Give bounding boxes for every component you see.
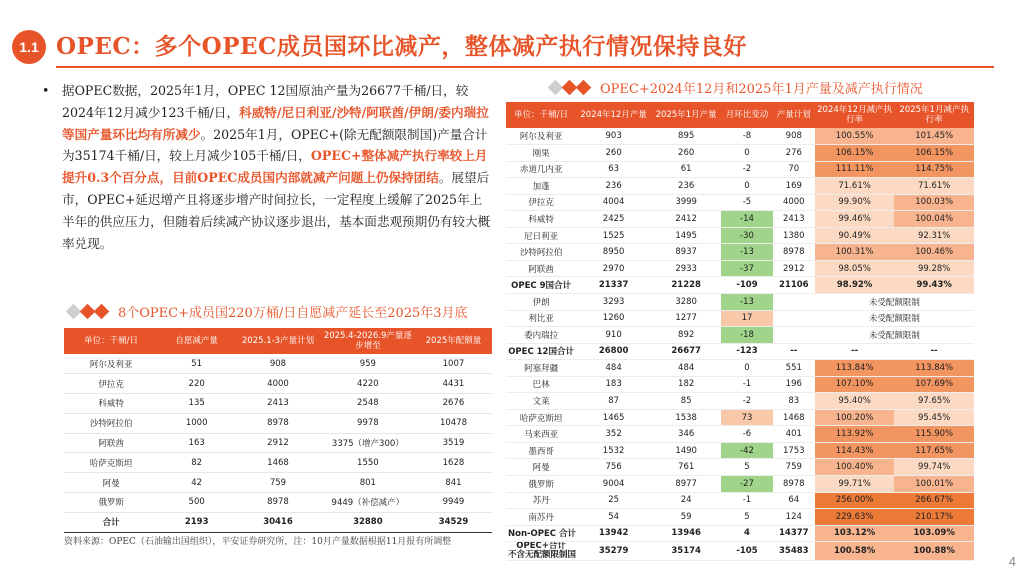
table-cell: 54 bbox=[576, 509, 651, 526]
table-cell: 100.55% bbox=[815, 128, 895, 145]
production-compliance-table bbox=[506, 102, 974, 561]
table-cell: 35174 bbox=[651, 542, 721, 561]
table-cell: 3375（增产300） bbox=[321, 433, 415, 453]
table-cell: 169 bbox=[773, 178, 815, 195]
table-cell: 1490 bbox=[651, 442, 721, 459]
table-cell: 26677 bbox=[651, 343, 721, 360]
left-table-heading bbox=[68, 302, 468, 321]
table-cell: -18 bbox=[721, 327, 772, 344]
table-row bbox=[64, 453, 492, 473]
table-cell: 196 bbox=[773, 376, 815, 393]
bullet-marker: • bbox=[42, 83, 50, 98]
table-cell: 908 bbox=[773, 128, 815, 145]
table-cell: 903 bbox=[576, 128, 651, 145]
table-cell: 99.71% bbox=[815, 475, 895, 492]
table-cell: 761 bbox=[651, 459, 721, 476]
column-header: 产量计划 bbox=[773, 102, 815, 128]
table-cell: 35483 bbox=[773, 542, 815, 561]
row-label-cell: 尼日利亚 bbox=[506, 227, 576, 244]
table-cell: 4004 bbox=[576, 194, 651, 211]
row-label-cell: 南苏丹 bbox=[506, 509, 576, 526]
table-cell: 910 bbox=[576, 327, 651, 344]
row-label-cell: 加蓬 bbox=[506, 178, 576, 195]
table-cell: 70 bbox=[773, 161, 815, 178]
table-cell: 551 bbox=[773, 360, 815, 377]
table-cell: 106.15% bbox=[815, 145, 895, 162]
table-cell: 841 bbox=[415, 473, 492, 493]
column-header: 2025年1月产量 bbox=[651, 102, 721, 128]
column-header: 单位：千桶/日 bbox=[506, 102, 576, 128]
table-cell: -- bbox=[815, 343, 895, 360]
table-cell: 4000 bbox=[235, 374, 321, 394]
row-label-cell: 伊拉克 bbox=[64, 374, 158, 394]
table-cell: 83 bbox=[773, 393, 815, 410]
table-cell: 107.10% bbox=[815, 376, 895, 393]
table-cell: -6 bbox=[721, 426, 772, 443]
row-label-line: OPEC+合计 bbox=[516, 541, 566, 552]
table-cell: 32880 bbox=[321, 512, 415, 532]
table-cell: 1468 bbox=[235, 453, 321, 473]
table-row bbox=[506, 542, 974, 561]
table-cell: -37 bbox=[721, 260, 772, 277]
column-header: 2025.1-3产量计划 bbox=[235, 328, 321, 354]
table-row bbox=[64, 413, 492, 433]
table-cell: 30416 bbox=[235, 512, 321, 532]
table-cell: 4220 bbox=[321, 374, 415, 394]
row-label-cell: 苏丹 bbox=[506, 492, 576, 509]
table-cell: 95.40% bbox=[815, 393, 895, 410]
table-cell: 100.88% bbox=[894, 542, 974, 561]
table-cell: 210.17% bbox=[894, 509, 974, 526]
voluntary-cuts-table bbox=[64, 328, 492, 533]
table-cell: -109 bbox=[721, 277, 772, 294]
table-cell: 114.75% bbox=[894, 161, 974, 178]
table-cell bbox=[773, 310, 815, 327]
row-label-cell: 哈萨克斯坦 bbox=[64, 453, 158, 473]
row-label-cell: 阿曼 bbox=[506, 459, 576, 476]
table-cell: 4000 bbox=[773, 194, 815, 211]
table-cell: 21106 bbox=[773, 277, 815, 294]
table-cell: 756 bbox=[576, 459, 651, 476]
table-cell: 276 bbox=[773, 145, 815, 162]
table-cell: 260 bbox=[651, 145, 721, 162]
bullet-highlight-1: 科威特/尼日利亚/沙特/阿联酋/伊朗/委内瑞拉等国产量环比均有所减少 bbox=[62, 104, 489, 142]
table-cell: 4 bbox=[721, 525, 772, 542]
table-cell: 35279 bbox=[576, 542, 651, 561]
table-cell: 2193 bbox=[158, 512, 235, 532]
table-cell: 1380 bbox=[773, 227, 815, 244]
table-cell: 10478 bbox=[415, 413, 492, 433]
table-row bbox=[506, 128, 974, 145]
table-cell: 17 bbox=[721, 310, 772, 327]
table-cell: 71.61% bbox=[894, 178, 974, 195]
row-label-line: 不含无配额限制国 bbox=[508, 550, 577, 561]
table-cell: 8978 bbox=[235, 493, 321, 513]
section-number-badge: 1.1 bbox=[12, 30, 46, 64]
table-cell: 未受配额限制 bbox=[815, 310, 974, 327]
table-cell: 1007 bbox=[415, 354, 492, 374]
row-label-cell: 伊拉克 bbox=[506, 194, 576, 211]
table-cell: 21228 bbox=[651, 277, 721, 294]
table-row bbox=[506, 293, 974, 310]
table-row bbox=[506, 194, 974, 211]
table-cell: 82 bbox=[158, 453, 235, 473]
row-label-cell: OPEC 12国合计 bbox=[506, 343, 576, 360]
table-cell: 101.45% bbox=[894, 128, 974, 145]
table-cell: 100.03% bbox=[894, 194, 974, 211]
table-cell: -123 bbox=[721, 343, 772, 360]
table-cell: 1525 bbox=[576, 227, 651, 244]
table-cell: 1628 bbox=[415, 453, 492, 473]
table-cell: 95.45% bbox=[894, 409, 974, 426]
table-row bbox=[64, 433, 492, 453]
table-cell: 2970 bbox=[576, 260, 651, 277]
table-cell: 8978 bbox=[773, 475, 815, 492]
table-row bbox=[506, 310, 974, 327]
right-table-heading-text: OPEC+2024年12月和2025年1月产量及减产执行情况 bbox=[600, 82, 923, 97]
table-row bbox=[506, 327, 974, 344]
table-cell: 9449（补偿减产） bbox=[321, 493, 415, 513]
row-label-cell: 科威特 bbox=[64, 394, 158, 414]
table-cell: 135 bbox=[158, 394, 235, 414]
table-cell: 87 bbox=[576, 393, 651, 410]
row-label-cell: 俄罗斯 bbox=[506, 475, 576, 492]
table-cell: 2413 bbox=[773, 211, 815, 228]
table-cell: 99.46% bbox=[815, 211, 895, 228]
table-cell: 4431 bbox=[415, 374, 492, 394]
table-cell: 1260 bbox=[576, 310, 651, 327]
table-row bbox=[506, 360, 974, 377]
row-label-cell: 巴林 bbox=[506, 376, 576, 393]
table-cell: 85 bbox=[651, 393, 721, 410]
table-cell: 163 bbox=[158, 433, 235, 453]
table-row bbox=[506, 211, 974, 228]
table-cell: 98.05% bbox=[815, 260, 895, 277]
row-label-cell: 马来西亚 bbox=[506, 426, 576, 443]
table-cell: 100.01% bbox=[894, 475, 974, 492]
table-cell: 3280 bbox=[651, 293, 721, 310]
row-label-cell: 文莱 bbox=[506, 393, 576, 410]
table-cell: 100.40% bbox=[815, 459, 895, 476]
table-cell: 183 bbox=[576, 376, 651, 393]
table-cell: 99.28% bbox=[894, 260, 974, 277]
table-cell: -- bbox=[773, 343, 815, 360]
table-row bbox=[506, 442, 974, 459]
table-cell: 9978 bbox=[321, 413, 415, 433]
table-cell: 24 bbox=[651, 492, 721, 509]
table-cell: 114.43% bbox=[815, 442, 895, 459]
row-label-cell: 利比亚 bbox=[506, 310, 576, 327]
column-header: 2025年配额量 bbox=[415, 328, 492, 354]
table-cell: 236 bbox=[651, 178, 721, 195]
table-cell: 1550 bbox=[321, 453, 415, 473]
table-cell bbox=[773, 327, 815, 344]
table-row bbox=[506, 244, 974, 261]
table-cell: -13 bbox=[721, 293, 772, 310]
table-cell: 908 bbox=[235, 354, 321, 374]
table-row bbox=[506, 426, 974, 443]
table-cell: 8937 bbox=[651, 244, 721, 261]
table-row bbox=[506, 376, 974, 393]
column-header: 2025.4-2026.9产量逐步增至 bbox=[321, 328, 415, 354]
table-cell: 99.90% bbox=[815, 194, 895, 211]
table-cell: 1277 bbox=[651, 310, 721, 327]
table-row bbox=[64, 354, 492, 374]
row-label-cell: 阿尔及利亚 bbox=[64, 354, 158, 374]
table-cell: 801 bbox=[321, 473, 415, 493]
table-cell: 2912 bbox=[773, 260, 815, 277]
column-header: 自愿减产量 bbox=[158, 328, 235, 354]
table-row bbox=[506, 475, 974, 492]
table-row bbox=[506, 178, 974, 195]
row-label-cell: 刚果 bbox=[506, 145, 576, 162]
page-number: 4 bbox=[1008, 554, 1016, 569]
table-cell: -14 bbox=[721, 211, 772, 228]
row-label-cell: 合计 bbox=[64, 512, 158, 532]
table-cell: 42 bbox=[158, 473, 235, 493]
table-cell: 124 bbox=[773, 509, 815, 526]
table-cell: 2912 bbox=[235, 433, 321, 453]
table-cell: 1465 bbox=[576, 409, 651, 426]
table-cell: 2933 bbox=[651, 260, 721, 277]
table-cell: 9004 bbox=[576, 475, 651, 492]
table-row bbox=[64, 512, 492, 532]
table-cell: 100.58% bbox=[815, 542, 895, 561]
table-cell: 92.31% bbox=[894, 227, 974, 244]
table-row bbox=[506, 277, 974, 294]
table-cell: 34529 bbox=[415, 512, 492, 532]
table-cell: 759 bbox=[235, 473, 321, 493]
row-label-cell: 沙特阿拉伯 bbox=[506, 244, 576, 261]
diamond-decoration-icon bbox=[68, 306, 110, 317]
table-cell: 8978 bbox=[773, 244, 815, 261]
table-cell: 14377 bbox=[773, 525, 815, 542]
table-row bbox=[506, 227, 974, 244]
row-label-cell: 墨西哥 bbox=[506, 442, 576, 459]
row-label-cell: 委内瑞拉 bbox=[506, 327, 576, 344]
table-cell: 0 bbox=[721, 178, 772, 195]
table-cell: 5 bbox=[721, 459, 772, 476]
table-cell: -2 bbox=[721, 393, 772, 410]
table-cell: 1753 bbox=[773, 442, 815, 459]
row-label-cell: 哈萨克斯坦 bbox=[506, 409, 576, 426]
table-cell: 113.84% bbox=[894, 360, 974, 377]
table-cell: 2425 bbox=[576, 211, 651, 228]
row-label-cell: 阿曼 bbox=[64, 473, 158, 493]
table-cell: -30 bbox=[721, 227, 772, 244]
row-label-cell: Non-OPEC 合计 bbox=[506, 525, 576, 542]
table-cell: 2413 bbox=[235, 394, 321, 414]
table-cell: 1538 bbox=[651, 409, 721, 426]
table-cell: 1000 bbox=[158, 413, 235, 433]
table-cell: 51 bbox=[158, 354, 235, 374]
row-label-cell: 科威特 bbox=[506, 211, 576, 228]
table-cell: 8977 bbox=[651, 475, 721, 492]
table-cell: 959 bbox=[321, 354, 415, 374]
table-cell: 1468 bbox=[773, 409, 815, 426]
table-cell: 未受配额限制 bbox=[815, 327, 974, 344]
bullet-highlight-2: OPEC+整体减产执行率较上月提升0.3个百分点，目前OPEC成员国内部就减产问题上仍保持团结 bbox=[62, 148, 488, 186]
table-cell: -5 bbox=[721, 194, 772, 211]
table-header-row bbox=[64, 328, 492, 354]
table-cell: 484 bbox=[576, 360, 651, 377]
table-cell: 9949 bbox=[415, 493, 492, 513]
table-cell: 1495 bbox=[651, 227, 721, 244]
table-cell: -42 bbox=[721, 442, 772, 459]
table-cell: 5 bbox=[721, 509, 772, 526]
table-cell: 106.15% bbox=[894, 145, 974, 162]
table-cell: 113.92% bbox=[815, 426, 895, 443]
table-cell: 352 bbox=[576, 426, 651, 443]
table-cell: 266.67% bbox=[894, 492, 974, 509]
table-cell: 107.69% bbox=[894, 376, 974, 393]
column-header: 2024年12月减产执行率 bbox=[815, 102, 895, 128]
table-cell: 100.31% bbox=[815, 244, 895, 261]
table-cell: 99.74% bbox=[894, 459, 974, 476]
table-cell: 2676 bbox=[415, 394, 492, 414]
table-cell: 260 bbox=[576, 145, 651, 162]
table-cell: 484 bbox=[651, 360, 721, 377]
table-cell: 3519 bbox=[415, 433, 492, 453]
table-cell: 73 bbox=[721, 409, 772, 426]
table-cell: 2412 bbox=[651, 211, 721, 228]
table-row bbox=[64, 374, 492, 394]
row-label-cell: 伊朗 bbox=[506, 293, 576, 310]
table-cell: 115.90% bbox=[894, 426, 974, 443]
table-cell: 229.63% bbox=[815, 509, 895, 526]
table-cell: 61 bbox=[651, 161, 721, 178]
table-cell bbox=[773, 293, 815, 310]
row-label-cell: 阿尔及利亚 bbox=[506, 128, 576, 145]
diamond-decoration-icon bbox=[550, 82, 592, 93]
table-cell: 759 bbox=[773, 459, 815, 476]
table-cell: 98.92% bbox=[815, 277, 895, 294]
table-cell: 0 bbox=[721, 360, 772, 377]
table-cell: 103.09% bbox=[894, 525, 974, 542]
table-cell: 26800 bbox=[576, 343, 651, 360]
table-row bbox=[506, 459, 974, 476]
column-header: 2024年12月产量 bbox=[576, 102, 651, 128]
table-cell: 21337 bbox=[576, 277, 651, 294]
column-header: 单位：千桶/日 bbox=[64, 328, 158, 354]
table-row bbox=[506, 343, 974, 360]
table-row bbox=[506, 509, 974, 526]
table-cell: 256.00% bbox=[815, 492, 895, 509]
row-label-cell: OPEC 9国合计 bbox=[506, 277, 576, 294]
table-cell: 99.43% bbox=[894, 277, 974, 294]
table-cell: -105 bbox=[721, 542, 772, 561]
table-cell: 2548 bbox=[321, 394, 415, 414]
row-label-cell: 阿塞拜疆 bbox=[506, 360, 576, 377]
table-cell: 0 bbox=[721, 145, 772, 162]
table-cell: 220 bbox=[158, 374, 235, 394]
table-cell: 111.11% bbox=[815, 161, 895, 178]
table-cell: 13946 bbox=[651, 525, 721, 542]
table-cell: 3999 bbox=[651, 194, 721, 211]
table-cell: 97.65% bbox=[894, 393, 974, 410]
table-cell: 117.65% bbox=[894, 442, 974, 459]
table-row bbox=[506, 145, 974, 162]
right-table-heading bbox=[550, 78, 923, 97]
table-cell: 90.49% bbox=[815, 227, 895, 244]
table-cell: 13942 bbox=[576, 525, 651, 542]
table-row bbox=[506, 260, 974, 277]
table-cell: 64 bbox=[773, 492, 815, 509]
table-cell: 100.46% bbox=[894, 244, 974, 261]
title-underline bbox=[56, 66, 994, 68]
bullet-paragraph bbox=[42, 80, 492, 254]
bullet-text-1: 据OPEC数据，2025年1月，OPEC 12国原油产量为26677千桶/日，较2024年12月减少123千桶/日， bbox=[62, 83, 469, 120]
source-note: 资料来源：OPEC（石油输出国组织），平安证券研究所，注：10月产量数据根据11月报有所调整 bbox=[64, 537, 452, 547]
table-row bbox=[506, 525, 974, 542]
bullet-text-2: 。2025年1月，OPEC+(除无配额限制国)产量合计为35174千桶/日，较上月减少105千桶/日， bbox=[62, 126, 488, 164]
row-label-cell: 俄罗斯 bbox=[64, 493, 158, 513]
table-cell: 63 bbox=[576, 161, 651, 178]
table-cell: -2 bbox=[721, 161, 772, 178]
row-label-cell: 阿联酋 bbox=[64, 433, 158, 453]
column-header: 2025年1月减产执行率 bbox=[894, 102, 974, 128]
column-header: 月环比变动 bbox=[721, 102, 772, 128]
table-cell: 8950 bbox=[576, 244, 651, 261]
bullet-text-3: 。展望后市，OPEC+延迟增产且将逐步增产时间拉长，一定程度上缓解了2025年上半年的供应压力，但随着后续减产协议逐步退出，基本面悲观预期仍有较大概率兑现。 bbox=[62, 170, 491, 251]
row-label-cell bbox=[506, 542, 576, 561]
table-row bbox=[64, 473, 492, 493]
table-cell: 113.84% bbox=[815, 360, 895, 377]
table-row bbox=[506, 492, 974, 509]
table-cell: 236 bbox=[576, 178, 651, 195]
table-row bbox=[64, 493, 492, 513]
table-cell: 895 bbox=[651, 128, 721, 145]
table-row bbox=[506, 161, 974, 178]
table-cell: -1 bbox=[721, 492, 772, 509]
table-cell: 未受配额限制 bbox=[815, 293, 974, 310]
table-cell: 892 bbox=[651, 327, 721, 344]
table-cell: 182 bbox=[651, 376, 721, 393]
table-cell: -13 bbox=[721, 244, 772, 261]
table-cell: 401 bbox=[773, 426, 815, 443]
table-cell: 346 bbox=[651, 426, 721, 443]
row-label-cell: 赤道几内亚 bbox=[506, 161, 576, 178]
table-cell: 59 bbox=[651, 509, 721, 526]
table-cell: 3293 bbox=[576, 293, 651, 310]
table-cell: 25 bbox=[576, 492, 651, 509]
table-cell: 500 bbox=[158, 493, 235, 513]
table-cell: 1532 bbox=[576, 442, 651, 459]
row-label-cell: 阿联酋 bbox=[506, 260, 576, 277]
left-table-heading-text: 8个OPEC+成员国220万桶/日自愿减产延长至2025年3月底 bbox=[118, 306, 468, 321]
table-cell: -1 bbox=[721, 376, 772, 393]
table-row bbox=[506, 393, 974, 410]
row-label-cell: 沙特阿拉伯 bbox=[64, 413, 158, 433]
table-header-row bbox=[506, 102, 974, 128]
table-cell: -27 bbox=[721, 475, 772, 492]
page-title: OPEC：多个OPEC成员国环比减产，整体减产执行情况保持良好 bbox=[56, 33, 747, 60]
table-cell: 100.04% bbox=[894, 211, 974, 228]
table-cell: 8978 bbox=[235, 413, 321, 433]
table-cell: -8 bbox=[721, 128, 772, 145]
table-cell: 103.12% bbox=[815, 525, 895, 542]
table-row bbox=[64, 394, 492, 414]
table-row bbox=[506, 409, 974, 426]
table-cell: 100.20% bbox=[815, 409, 895, 426]
table-cell: 71.61% bbox=[815, 178, 895, 195]
table-cell: -- bbox=[894, 343, 974, 360]
